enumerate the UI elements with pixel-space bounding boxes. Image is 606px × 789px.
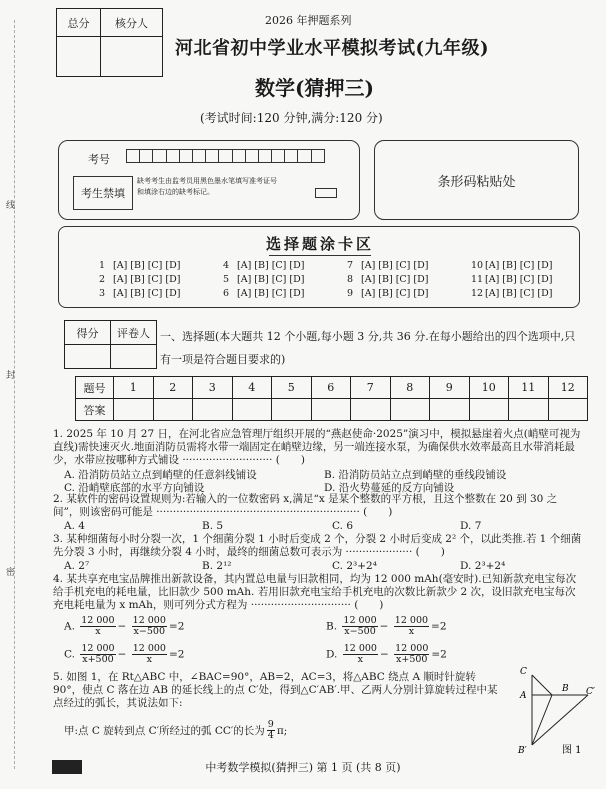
- exam-number-cells[interactable]: [127, 149, 325, 163]
- answer-card-title: 选择题涂卡区: [265, 235, 374, 253]
- figure-label-c-prime: C′: [586, 687, 595, 697]
- exam-number-label: 考号: [88, 153, 110, 166]
- answer-card-grid[interactable]: 1 [A] [B] [C] [D] 4 [A] [B] [C] [D] 7 [A] [B] [C] [D] 10 [A] [B] [C] [D] 2 [A] [B] [C] [D] 5 [A] [B] [C] [D] 8 [A] [B] [C] [D] 11 [A] [B] [C] [D] 3 [A] [B] [C] [D] 6 [A] [B] [C] [D] 9 [A] [B] [C] [D] 12 [A] [B] [C] [D]: [99, 260, 553, 299]
- section-grader-box: [64, 320, 157, 369]
- question-4: 4. 某共享充电宝品牌推出新款设备，其内置总电量与旧款相同，均为 12 000 mAh(毫安时).已知新款充电宝每次给手机充电的耗电量，比旧款少 500 mAh. 若用旧款充电宝给手机充电的次数比新款少 2 次，设旧款充电宝每次充电耗电量为 x mAh，则可列分式方程为 ······························ ( ): [53, 573, 577, 611]
- total-score-header: 总分: [57, 9, 101, 37]
- score-summary-box: [56, 8, 163, 77]
- question-1: 1. 2025 年 10 月 27 日，在河北省应急管理厅组织开展的“燕赵使命·2025”演习中，模拟悬崖着火点(峭壁可视为直线)需快速灭火.地面消防员需将水带一端固定在峭壁边缘，另一端连接水泵，为确保供水效率最高且水带消耗最少，水带应按哪种方式铺设 ··························· ( ): [53, 428, 581, 466]
- q4-option-d: D. $\frac{12 000}{x}$ − $\frac{12 000}{x+500}$ =2: [326, 643, 447, 665]
- q4-option-b: B. $\frac{12 000}{x-500}$ − $\frac{12 000}{x}$ =2: [326, 615, 447, 637]
- question-2: 2. 某软件的密码设置规则为:若输入的一位数密码 x,满足“x 是某个整数的平方根，且这个整数在 20 到 30 之间”，则该密码可能是 ····························································· ( ): [53, 493, 558, 518]
- exam-series: 2026 年押题系列: [265, 14, 352, 27]
- side-label-seal: 封: [6, 371, 16, 381]
- answer-table: 题号 1 2 3 4 5 6 7 8 9 10 11 12 答案: [75, 376, 588, 421]
- q1-option-c: C. 沿峭壁底部的水平方向铺设: [64, 482, 205, 494]
- question-3: 3. 某种细菌每小时分裂一次，1 个细菌分裂 1 小时后变成 2 个，分裂 2 小时后变成 2² 个，以此类推.若 1 个细菌先分裂 3 小时，再继续分裂 4 小时，最终的细菌总数可表示为 ···················· ( ): [53, 533, 582, 558]
- q3-option-c: C. 2³+2⁴: [332, 560, 377, 572]
- q4-option-c: C. $\frac{12 000}{x+500}$ − $\frac{12 000}{x}$ =2: [64, 643, 185, 665]
- q2-option-d: D. 7: [460, 520, 482, 532]
- side-label-line: 线: [6, 201, 16, 211]
- grader-cell[interactable]: [111, 345, 157, 369]
- q1-option-a: A. 沿消防员站立点到峭壁的任意斜线铺设: [64, 469, 257, 481]
- exam-info: (考试时间:120 分钟,满分:120 分): [200, 111, 383, 125]
- q3-option-a: A. 2⁷: [64, 560, 90, 572]
- figure-label-b-prime: B′: [518, 746, 527, 756]
- figure-label-a: A: [520, 691, 527, 701]
- question-4-options-row2: [64, 644, 447, 665]
- question-4-options-row1: [64, 616, 447, 637]
- question-2-options: [64, 520, 481, 532]
- total-score-cell[interactable]: [57, 37, 101, 77]
- figure-caption: 图 1: [562, 745, 582, 756]
- q1-option-b: B. 沿消防员站立点到峭壁的垂线段铺设: [324, 469, 507, 481]
- q3-option-b: B. 2¹²: [202, 560, 232, 572]
- question-3-options: [64, 560, 505, 572]
- q2-option-a: A. 4: [64, 520, 85, 532]
- question-5: 5. 如图 1，在 Rt△ABC 中，∠BAC=90°，AB=2，AC=3，将△ABC 绕点 A 顺时针旋转 90°，使点 C 落在边 AB 的延长线上的点 C′处，得到△C′AB′.甲、乙两人分别计算旋转过程中某点经过的弧长，其说法如下:: [53, 671, 498, 709]
- score-label: 得分: [65, 321, 111, 345]
- answer-header: 答案: [76, 399, 114, 421]
- checker-cell[interactable]: [101, 37, 163, 77]
- side-label-secret: 密: [6, 568, 16, 578]
- q4-option-a: A. $\frac{12 000}{x}$ − $\frac{12 000}{x-500}$ =2: [64, 615, 185, 637]
- figure-label-c: C: [520, 667, 527, 677]
- answer-cell[interactable]: [114, 399, 154, 421]
- title-underline: [269, 255, 371, 256]
- q2-option-c: C. 6: [332, 520, 354, 532]
- question-5-jia: 甲:点 C 旋转到点 C′所经过的弧 CC′的长为 $\frac{9}{4}$ π;: [64, 719, 288, 741]
- figure-1: [510, 660, 600, 760]
- barcode-area: 条形码粘贴处: [374, 140, 579, 220]
- grader-label: 评卷人: [111, 321, 157, 345]
- figure-label-b: B: [562, 684, 569, 694]
- forbid-text: 缺考考生由监考员用黑色墨水笔填写准考证号和填涂右边的缺考标记。: [137, 177, 277, 196]
- exam-title: 河北省初中学业水平模拟考试(九年级): [175, 38, 490, 59]
- q1-option-d: D. 沿火势蔓延的反方向铺设: [324, 482, 455, 494]
- answer-card: [58, 226, 580, 308]
- section-1-heading: 一、选择题(本大题共 12 个小题,每小题 3 分,共 36 分.在每小题给出的四个选项中,只有一项是符合题目要求的): [160, 330, 576, 366]
- exam-subtitle: 数学(猜押三): [255, 76, 374, 100]
- q2-option-b: B. 5: [202, 520, 224, 532]
- q3-option-d: D. 2³+2⁴: [460, 560, 506, 572]
- score-cell[interactable]: [65, 345, 111, 369]
- checker-header: 核分人: [101, 9, 163, 37]
- page-footer: 中考数学模拟(猜押三) 第 1 页 (共 8 页): [205, 761, 401, 774]
- question-number-header: 题号: [76, 377, 114, 399]
- forbid-label: 考生禁填: [73, 176, 133, 210]
- binding-dashed-line: [14, 20, 15, 769]
- absent-mark-box[interactable]: [315, 188, 337, 198]
